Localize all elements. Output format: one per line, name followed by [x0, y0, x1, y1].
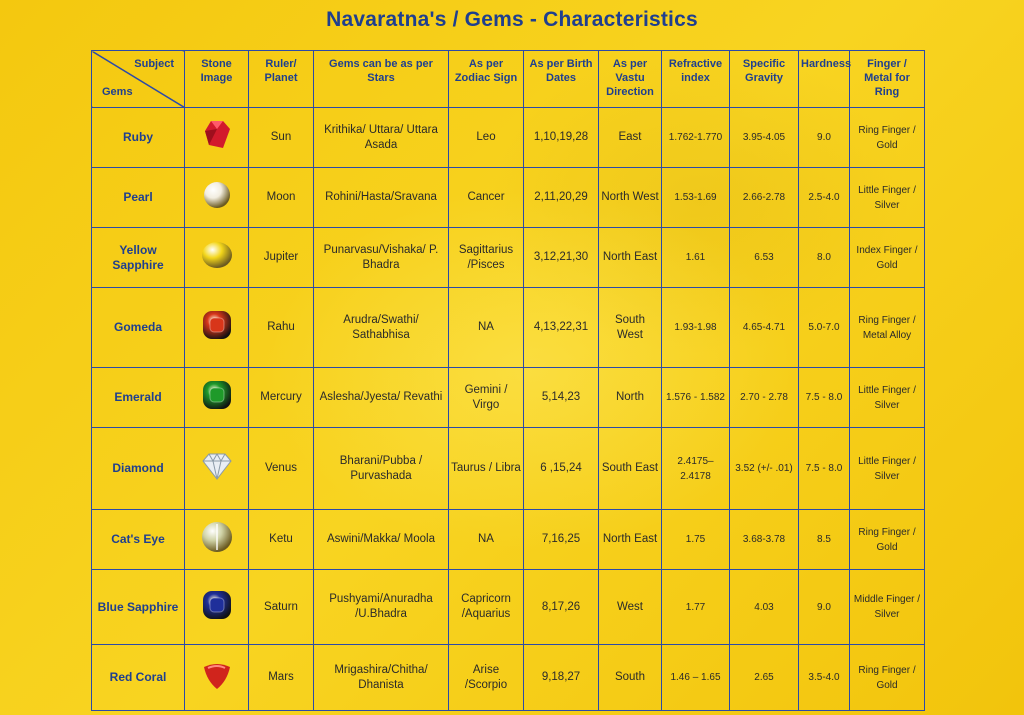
stars-cell: Rohini/Hasta/Sravana [314, 168, 449, 228]
birth-dates-cell: 1,10,19,28 [524, 108, 599, 168]
refractive-cell: 1.576 - 1.582 [662, 368, 730, 428]
gem-name-cell: Pearl [92, 168, 185, 228]
gravity-cell: 2.65 [730, 645, 799, 711]
table-row [92, 510, 925, 570]
refractive-cell: 1.93-1.98 [662, 288, 730, 368]
finger-cell: Little Finger / Silver [850, 428, 925, 510]
refractive-cell: 1.75 [662, 510, 730, 570]
gems-table [91, 50, 925, 711]
zodiac-cell: NA [449, 510, 524, 570]
ruler-cell: Mercury [249, 368, 314, 428]
gem-name-cell: Red Coral [92, 645, 185, 711]
stone-image-cell [185, 570, 249, 645]
finger-cell: Ring Finger / Gold [850, 645, 925, 711]
emerald-icon [197, 375, 237, 415]
gem-name-cell: Emerald [92, 368, 185, 428]
refractive-cell: 1.46 – 1.65 [662, 645, 730, 711]
stars-cell: Mrigashira/Chitha/ Dhanista [314, 645, 449, 711]
gravity-cell: 3.68-3.78 [730, 510, 799, 570]
zodiac-cell: Cancer [449, 168, 524, 228]
corner-header [92, 51, 185, 108]
stars-cell: Arudra/Swathi/ Sathabhisa [314, 288, 449, 368]
refractive-cell: 1.762-1.770 [662, 108, 730, 168]
stars-cell: Pushyami/Anuradha /U.Bhadra [314, 570, 449, 645]
refractive-header: Refractive index [662, 51, 730, 108]
ruby-icon [197, 115, 237, 155]
gravity-cell: 4.03 [730, 570, 799, 645]
ruler-cell: Moon [249, 168, 314, 228]
birth-dates-cell: 7,16,25 [524, 510, 599, 570]
finger-cell: Ring Finger / Gold [850, 510, 925, 570]
stars-cell: Aslesha/Jyesta/ Revathi [314, 368, 449, 428]
zodiac-cell: Capricorn /Aquarius [449, 570, 524, 645]
hardness-header: Hardness [799, 51, 850, 108]
birth-dates-cell: 4,13,22,31 [524, 288, 599, 368]
gem-name-cell: Blue Sapphire [92, 570, 185, 645]
gem-name-cell: Ruby [92, 108, 185, 168]
stars-header: Gems can be as per Stars [314, 51, 449, 108]
stone-image-header: Stone Image [185, 51, 249, 108]
ruler-header: Ruler/ Planet [249, 51, 314, 108]
stone-image-cell [185, 288, 249, 368]
vastu-cell: North East [599, 228, 662, 288]
zodiac-cell: NA [449, 288, 524, 368]
gravity-cell: 3.52 (+/- .01) [730, 428, 799, 510]
header-row [92, 51, 925, 108]
stone-image-cell [185, 108, 249, 168]
vastu-cell: South West [599, 288, 662, 368]
ruler-cell: Sun [249, 108, 314, 168]
ruler-cell: Mars [249, 645, 314, 711]
hardness-cell: 8.5 [799, 510, 850, 570]
finger-cell: Middle Finger / Silver [850, 570, 925, 645]
finger-cell: Index Finger / Gold [850, 228, 925, 288]
birth-dates-cell: 9,18,27 [524, 645, 599, 711]
finger-cell: Little Finger / Silver [850, 368, 925, 428]
refractive-cell: 1.61 [662, 228, 730, 288]
finger-header: Finger / Metal for Ring [850, 51, 925, 108]
blue-sapphire-icon [197, 585, 237, 625]
vastu-cell: North East [599, 510, 662, 570]
vastu-cell: North West [599, 168, 662, 228]
zodiac-cell: Leo [449, 108, 524, 168]
table-row [92, 570, 925, 645]
subject-header: Subject [134, 58, 174, 70]
ruler-cell: Rahu [249, 288, 314, 368]
finger-cell: Ring Finger / Metal Alloy [850, 288, 925, 368]
vastu-cell: West [599, 570, 662, 645]
birth-dates-cell: 2,11,20,29 [524, 168, 599, 228]
ruler-cell: Venus [249, 428, 314, 510]
hardness-cell: 9.0 [799, 108, 850, 168]
table-row [92, 428, 925, 510]
stone-image-cell [185, 428, 249, 510]
stone-image-cell [185, 645, 249, 711]
stone-image-cell [185, 368, 249, 428]
ruler-cell: Saturn [249, 570, 314, 645]
refractive-cell: 1.53-1.69 [662, 168, 730, 228]
birth-dates-cell: 6 ,15,24 [524, 428, 599, 510]
hardness-cell: 2.5-4.0 [799, 168, 850, 228]
hardness-cell: 7.5 - 8.0 [799, 428, 850, 510]
gravity-cell: 4.65-4.71 [730, 288, 799, 368]
diamond-icon [197, 446, 237, 486]
stone-image-cell [185, 168, 249, 228]
vastu-header: As per Vastu Direction [599, 51, 662, 108]
refractive-cell: 1.77 [662, 570, 730, 645]
table-row [92, 645, 925, 711]
gravity-cell: 6.53 [730, 228, 799, 288]
gem-name-cell: Diamond [92, 428, 185, 510]
zodiac-cell: Sagittarius /Pisces [449, 228, 524, 288]
finger-cell: Little Finger / Silver [850, 168, 925, 228]
table-row [92, 288, 925, 368]
gems-header: Gems [102, 86, 133, 98]
refractive-cell: 2.4175– 2.4178 [662, 428, 730, 510]
birth-dates-cell: 3,12,21,30 [524, 228, 599, 288]
table-row [92, 168, 925, 228]
zodiac-cell: Gemini / Virgo [449, 368, 524, 428]
birth-dates-cell: 5,14,23 [524, 368, 599, 428]
birth-dates-header: As per Birth Dates [524, 51, 599, 108]
yellow-sapphire-icon [197, 235, 237, 275]
gravity-cell: 2.70 - 2.78 [730, 368, 799, 428]
stone-image-cell [185, 510, 249, 570]
ruler-cell: Jupiter [249, 228, 314, 288]
stone-image-cell [185, 228, 249, 288]
pearl-icon [197, 175, 237, 215]
hardness-cell: 9.0 [799, 570, 850, 645]
gem-name-cell: Cat's Eye [92, 510, 185, 570]
vastu-cell: South [599, 645, 662, 711]
table-row [92, 228, 925, 288]
vastu-cell: North [599, 368, 662, 428]
page-title: Navaratna's / Gems - Characteristics [326, 8, 698, 31]
stars-cell: Punarvasu/Vishaka/ P. Bhadra [314, 228, 449, 288]
zodiac-header: As per Zodiac Sign [449, 51, 524, 108]
gravity-header: Specific Gravity [730, 51, 799, 108]
hardness-cell: 7.5 - 8.0 [799, 368, 850, 428]
gem-name-cell: Yellow Sapphire [92, 228, 185, 288]
birth-dates-cell: 8,17,26 [524, 570, 599, 645]
finger-cell: Ring Finger / Gold [850, 108, 925, 168]
vastu-cell: South East [599, 428, 662, 510]
gravity-cell: 2.66-2.78 [730, 168, 799, 228]
gem-name-cell: Gomeda [92, 288, 185, 368]
hardness-cell: 8.0 [799, 228, 850, 288]
table-row [92, 368, 925, 428]
table-row [92, 108, 925, 168]
stars-cell: Aswini/Makka/ Moola [314, 510, 449, 570]
vastu-cell: East [599, 108, 662, 168]
hardness-cell: 3.5-4.0 [799, 645, 850, 711]
red-coral-icon [197, 655, 237, 695]
gravity-cell: 3.95-4.05 [730, 108, 799, 168]
gomeda-icon [197, 305, 237, 345]
ruler-cell: Ketu [249, 510, 314, 570]
zodiac-cell: Arise /Scorpio [449, 645, 524, 711]
stars-cell: Bharani/Pubba / Purvashada [314, 428, 449, 510]
cats-eye-icon [197, 517, 237, 557]
zodiac-cell: Taurus / Libra [449, 428, 524, 510]
hardness-cell: 5.0-7.0 [799, 288, 850, 368]
stars-cell: Krithika/ Uttara/ Uttara Asada [314, 108, 449, 168]
